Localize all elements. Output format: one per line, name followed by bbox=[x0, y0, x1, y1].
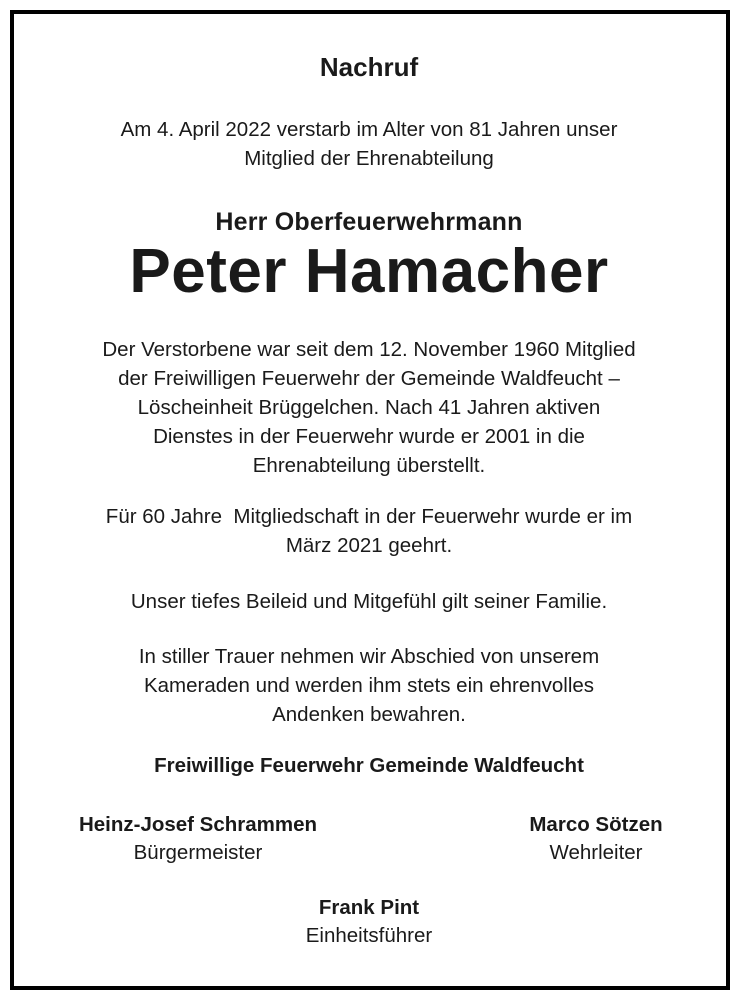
text-line: Andenken bewahren. bbox=[272, 703, 466, 726]
text-line: der Freiwilligen Feuerwehr der Gemeinde Waldfeucht – bbox=[118, 367, 620, 390]
text-line: In stiller Trauer nehmen wir Abschied von unserem bbox=[138, 645, 600, 668]
intro-text bbox=[0, 115, 738, 173]
signatory-unit-leader bbox=[209, 894, 529, 950]
page-title: Nachruf bbox=[319, 52, 419, 82]
signatory-fire-chief bbox=[436, 811, 738, 867]
honor-paragraph bbox=[0, 502, 738, 560]
signatory-name: Marco Sötzen bbox=[529, 813, 663, 836]
text-line: Unser tiefes Beileid und Mitgefühl gilt seiner Familie. bbox=[130, 590, 608, 613]
signatory-role: Einheitsführer bbox=[305, 924, 433, 947]
signatory-name: Frank Pint bbox=[318, 896, 420, 919]
text-line: Löscheinheit Brüggelchen. Nach 41 Jahren aktiven bbox=[137, 396, 601, 419]
biography-paragraph bbox=[0, 335, 738, 480]
organization-name: Freiwillige Feuerwehr Gemeinde Waldfeucht bbox=[154, 754, 584, 777]
condolence-paragraph bbox=[0, 587, 738, 616]
signatory-role: Wehrleiter bbox=[549, 841, 643, 864]
deceased-name: Peter Hamacher bbox=[129, 237, 609, 306]
text-line: Für 60 Jahre Mitgliedschaft in der Feuerwehr wurde er im bbox=[105, 505, 633, 528]
signatory-mayor bbox=[38, 811, 358, 867]
signatory-name: Heinz-Josef Schrammen bbox=[78, 813, 318, 836]
text-line: Der Verstorbene war seit dem 12. November 1960 Mitglied bbox=[102, 338, 636, 361]
farewell-paragraph bbox=[0, 642, 738, 729]
signatory-role: Bürgermeister bbox=[133, 841, 263, 864]
text-line: März 2021 geehrt. bbox=[285, 534, 453, 557]
intro-line: Mitglied der Ehrenabteilung bbox=[244, 147, 494, 170]
text-line: Kameraden und werden ihm stets ein ehrenvolles bbox=[143, 674, 595, 697]
text-line: Dienstes in der Feuerwehr wurde er 2001 in die bbox=[153, 425, 585, 448]
text-line: Ehrenabteilung überstellt. bbox=[252, 454, 486, 477]
intro-line: Am 4. April 2022 verstarb im Alter von 81 Jahren unser bbox=[120, 118, 618, 141]
deceased-title: Herr Oberfeuerwehrmann bbox=[215, 208, 523, 236]
